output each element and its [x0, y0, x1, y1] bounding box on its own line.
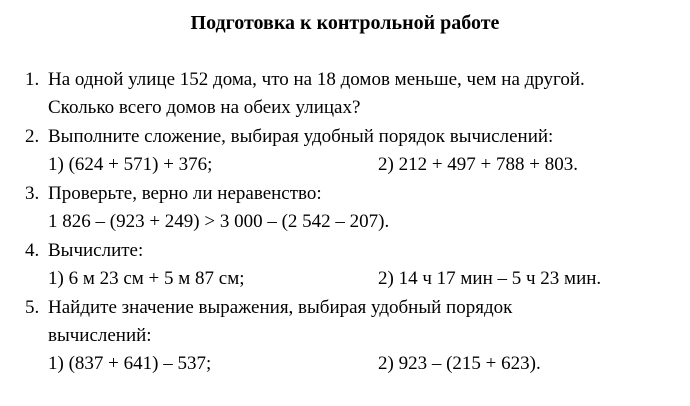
task-2-part-1: 1) (624 + 571) + 376; — [48, 154, 213, 175]
task-1-line-1: На одной улице 152 дома, что на 18 домов меньше, чем на другой. — [48, 69, 585, 90]
task-3-line-1: Проверьте, верно ли неравенство: — [48, 183, 322, 204]
task-5-part-1: 1) (837 + 641) – 537; — [48, 353, 212, 374]
page-title: Подготовка к контрольной работе — [190, 12, 500, 34]
task-4-part-1: 1) 6 м 23 см + 5 м 87 см; — [48, 268, 245, 289]
task-3-number: 3. — [25, 183, 40, 204]
task-3-line-2: 1 826 – (923 + 249) > 3 000 – (2 542 – 207). — [48, 211, 390, 232]
task-2-number: 2. — [25, 126, 40, 147]
task-2-line-1: Выполните сложение, выбирая удобный порядок вычислений: — [48, 126, 554, 147]
task-5-line-1: Найдите значение выражения, выбирая удобный порядок — [48, 297, 513, 318]
task-4-number: 4. — [25, 240, 40, 261]
task-4-part-2: 2) 14 ч 17 мин – 5 ч 23 мин. — [378, 268, 602, 289]
task-4-line-1: Вычислите: — [48, 240, 144, 261]
task-1-number: 1. — [25, 69, 40, 90]
task-5-line-2: вычислений: — [48, 325, 152, 346]
task-5-number: 5. — [25, 297, 40, 318]
task-2-part-2: 2) 212 + 497 + 788 + 803. — [378, 154, 578, 175]
task-1-line-2: Сколько всего домов на обеих улицах? — [48, 97, 361, 118]
task-5-part-2: 2) 923 – (215 + 623). — [378, 353, 541, 374]
